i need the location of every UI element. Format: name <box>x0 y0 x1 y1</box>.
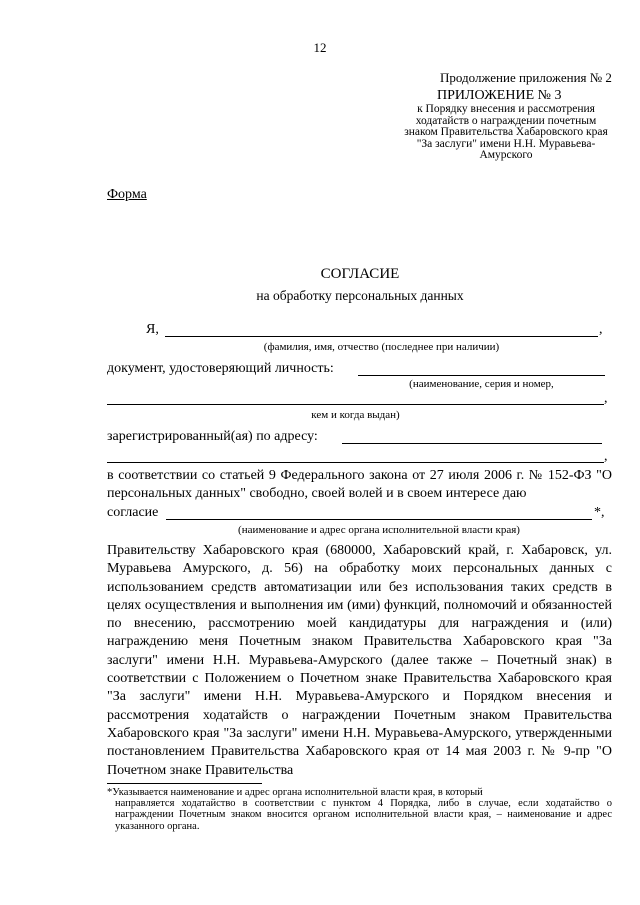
appendix-description: к Порядку внесения и рассмотрения ходатайств о награждении почетным знаком Правительства Хабаровского края "За заслуги" имени Н.Н. Муравьева-Амурского <box>404 103 608 161</box>
form-label: Форма <box>107 187 147 202</box>
document-label: документ, удостоверяющий личность: <box>107 361 334 376</box>
consent-subtitle: на обработку персональных данных <box>256 288 464 303</box>
appendix-title: ПРИЛОЖЕНИЕ № 3 <box>437 88 562 103</box>
consent-star: *, <box>594 505 605 520</box>
organ-field-note: (наименование и адрес органа исполнительной власти края) <box>238 524 520 536</box>
document-field-note-2: кем и когда выдан) <box>311 409 400 421</box>
name-field-note: (фамилия, имя, отчество (последнее при наличии) <box>263 341 500 353</box>
footnote-line-1: *Указывается наименование и адрес органа исполнительной власти края, в который <box>107 787 483 798</box>
address-field-line[interactable] <box>342 443 602 444</box>
name-field-line[interactable] <box>165 336 598 337</box>
footnote-separator <box>107 783 262 784</box>
address-field-line-2[interactable] <box>107 462 604 463</box>
address-label: зарегистрированный(ая) по адресу: <box>107 429 318 444</box>
law-reference-paragraph: в соответствии со статьей 9 Федерального закона от 27 июля 2006 г. № 152-ФЗ "О персональных данных" свободно, своей волей и в своем интересе даю <box>107 468 612 502</box>
document-field-note: (наименование, серия и номер, <box>409 378 554 390</box>
footnote-rest: направляется ходатайство в соответствии с пунктом 4 Порядка, либо в случае, если ходатайство о награждении Почетным знаком вносится органом исполнительной власти края, – наименование и адрес указанного органа. <box>115 798 612 832</box>
continuation-note: Продолжение приложения № 2 <box>440 70 612 85</box>
organ-field-line[interactable] <box>166 519 592 520</box>
footnote <box>107 787 612 832</box>
page-number: 12 <box>313 40 327 55</box>
consent-title: СОГЛАСИЕ <box>320 266 400 282</box>
name-comma: , <box>599 322 603 337</box>
document-field-line[interactable] <box>358 375 605 376</box>
i-label: Я, <box>146 322 159 337</box>
address-comma: , <box>604 449 608 464</box>
document-comma: , <box>604 391 608 406</box>
consent-body-paragraph: Правительству Хабаровского края (680000, Хабаровский край, г. Хабаровск, ул. Муравьева Амурского, д. 56) на обработку моих персональных данных с использованием средств автоматизации или без использования таких средств в целях осуществления и выполнения им (ими) функций, полномочий и обязанностей по внесению, рассмотрению моей кандидатуры для награждения и (или) награждению меня Почетным знаком Правительства Хабаровского края "За заслуги" имени Н.Н. Муравьева-Амурского (далее также – Почетный знак) в соответствии с Положением о Почетном знаке Правительства Хабаровского края "За заслуги" имени Н.Н. Муравьева-Амурского и Порядком внесения и рассмотрения ходатайств о награждении Почетным знаком Правительства Хабаровского края "За заслуги" имени Н.Н. Муравьева-Амурского, утвержденными постановлением Правительства Хабаровского края от 14 мая 2003 г. № 9-пр "О Почетном знаке Правительства <box>107 543 612 778</box>
document-field-line-2[interactable] <box>107 404 604 405</box>
consent-word: согласие <box>107 505 159 520</box>
